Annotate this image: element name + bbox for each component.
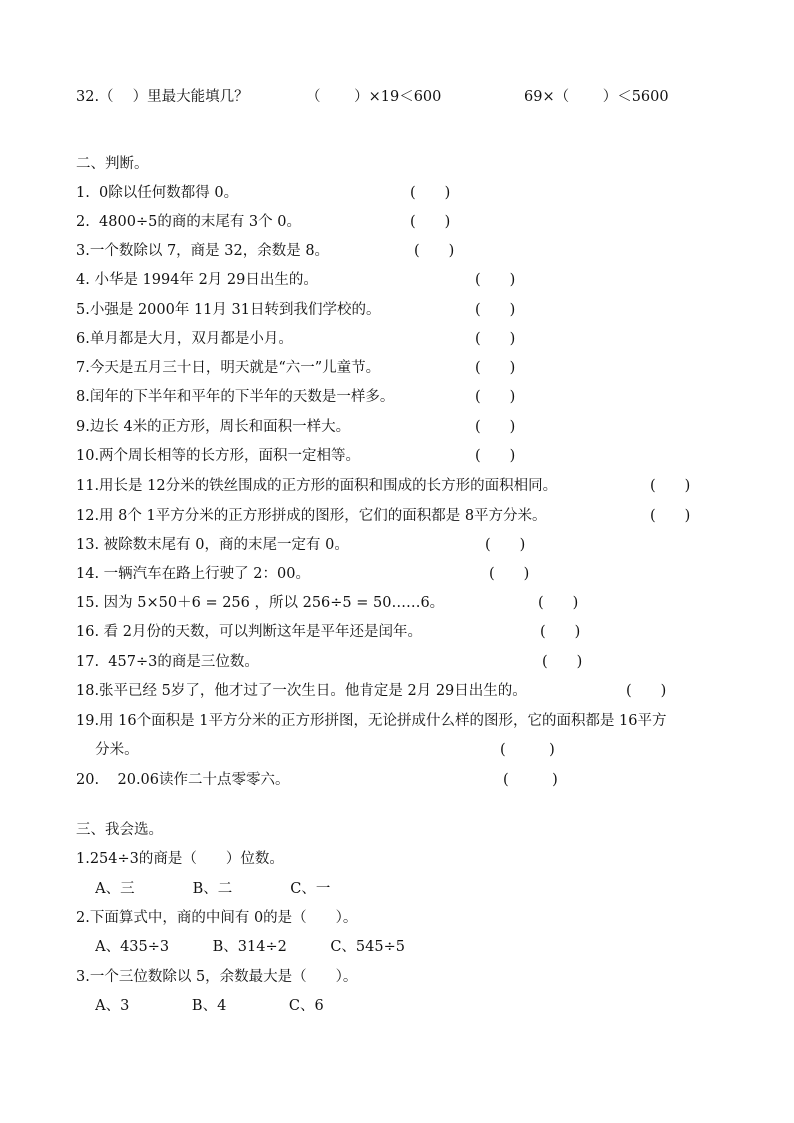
judge-blank: ( ) <box>650 508 691 524</box>
judge-blank: ( ) <box>475 389 516 405</box>
judge-item: 1. 0除以任何数都得 0。 <box>76 185 239 201</box>
judge-blank: ( ) <box>538 595 579 611</box>
judge-item: 5.小强是 2000年 11月 31日转到我们学校的。 <box>76 302 381 318</box>
judge-blank: ( ) <box>475 331 516 347</box>
judge-blank: ( ) <box>485 537 526 553</box>
choice-question: 3.一个三位数除以 5，余数最大是（ ）。 <box>76 969 358 985</box>
judge-item: 9.边长 4米的正方形，周长和面积一样大。 <box>76 419 351 435</box>
q32-part1: （ ）×19＜600 <box>306 89 442 105</box>
judge-item: 15. 因为 5×50＋6 = 256 ，所以 256÷5 = 50……6。 <box>76 595 445 611</box>
judge-blank: ( ) <box>500 742 555 758</box>
judge-blank: ( ) <box>540 624 581 640</box>
judge-item: 8.闰年的下半年和平年的下半年的天数是一样多。 <box>76 389 395 405</box>
judge-blank: ( ) <box>475 302 516 318</box>
judge-item: 6.单月都是大月，双月都是小月。 <box>76 331 293 347</box>
choice-options: A、三 B、二 C、一 <box>76 881 331 897</box>
judge-item: 12.用 8个 1平方分米的正方形拼成的图形，它们的面积都是 8平方分米。 <box>76 508 547 524</box>
judge-item: 分米。 <box>76 742 139 758</box>
judge-item: 11.用长是 12分米的铁丝围成的正方形的面积和围成的长方形的面积相同。 <box>76 478 558 494</box>
choice-question: 1.254÷3的商是（ ）位数。 <box>76 851 284 867</box>
judge-blank: ( ) <box>626 683 667 699</box>
judge-blank: ( ) <box>489 566 530 582</box>
judge-item: 2. 4800÷5的商的末尾有 3个 0。 <box>76 214 301 230</box>
choice-question: 2.下面算式中，商的中间有 0的是（ ）。 <box>76 910 358 926</box>
judge-item: 13. 被除数末尾有 0，商的末尾一定有 0。 <box>76 537 349 553</box>
judge-blank: ( ) <box>475 419 516 435</box>
judge-blank: ( ) <box>475 272 516 288</box>
judge-blank: ( ) <box>410 214 451 230</box>
judge-blank: ( ) <box>475 360 516 376</box>
judge-blank: ( ) <box>650 478 691 494</box>
judge-blank: ( ) <box>475 448 516 464</box>
judge-item: 3.一个数除以 7，商是 32，余数是 8。 <box>76 243 330 259</box>
judge-item: 18.张平已经 5岁了，他才过了一次生日。他肯定是 2月 29日出生的。 <box>76 683 527 699</box>
judge-blank: ( ) <box>414 243 455 259</box>
q32-part2: 69×（ ）＜5600 <box>524 89 669 105</box>
judge-item: 4. 小华是 1994年 2月 29日出生的。 <box>76 272 318 288</box>
judge-item: 14. 一辆汽车在路上行驶了 2：00。 <box>76 566 310 582</box>
judge-item: 7.今天是五月三十日，明天就是“六一”儿童节。 <box>76 360 381 376</box>
judge-blank: ( ) <box>542 654 583 670</box>
judge-blank: ( ) <box>410 185 451 201</box>
judge-blank: ( ) <box>503 772 558 788</box>
judge-item: 16. 看 2月份的天数，可以判断这年是平年还是闰年。 <box>76 624 423 640</box>
q32-label: 32.（ ）里最大能填几？ <box>76 89 249 105</box>
section3-heading: 三、我会选。 <box>76 822 163 838</box>
judge-item: 20. 20.06读作二十点零零六。 <box>76 772 290 788</box>
choice-options: A、435÷3 B、314÷2 C、545÷5 <box>76 939 405 955</box>
judge-item: 10.两个周长相等的长方形，面积一定相等。 <box>76 448 361 464</box>
section2-heading: 二、判断。 <box>76 156 149 172</box>
choice-options: A、3 B、4 C、6 <box>76 998 324 1014</box>
judge-item: 17. 457÷3的商是三位数。 <box>76 654 259 670</box>
judge-item: 19.用 16个面积是 1平方分米的正方形拼图，无论拼成什么样的图形，它的面积都是 16平方 <box>76 713 667 729</box>
